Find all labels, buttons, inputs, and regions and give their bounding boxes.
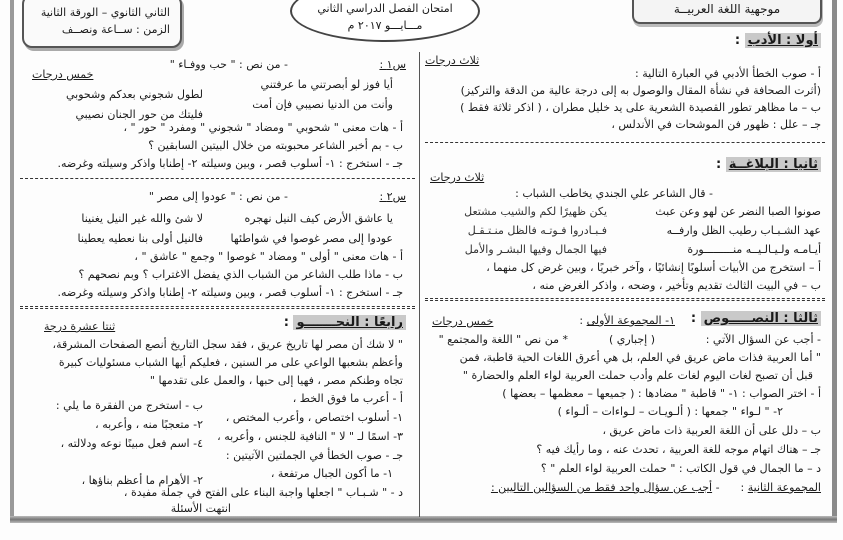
group2-row: المجموعة الثانية : - أجب عن سؤال واحد فقط من السؤالين التاليين : [490, 481, 821, 494]
verse-second: لا شئ والله غير النيل يغنينا [81, 212, 203, 225]
s4-item: ١- أسلوب اختصاص ، وأعرب المختص ، [225, 411, 403, 424]
exam-duration: الزمن : ســاعة ونصــف [61, 23, 170, 36]
s4-c-item: ٢- الأهرام ما أعظم بناؤها ، [81, 474, 203, 487]
s1-question-a: أ - صوب الخطأ الأدبي في العبارة التالية : [635, 67, 821, 80]
subject-title: موجهية اللغة العربيــة [673, 2, 781, 16]
q1-from-text: - من نص : " حب ووفـاء " [169, 58, 288, 71]
verse-second: يكن ظهيرًا لكم والشيب مشتعل [464, 205, 607, 218]
double-divider [20, 306, 415, 309]
exam-date: مـــايـــو ٢٠١٧ م [347, 19, 423, 32]
page-border-bottom [10, 516, 837, 523]
verse-second: لطول شجوني بعدكم وشحوبي [65, 88, 203, 101]
group2-label: المجموعة الثانية [747, 481, 821, 494]
q1-label: س١ : [379, 58, 406, 71]
section1-grade: ثلاث درجات [425, 54, 480, 67]
s4-item: ٢- متعجبًا منه ، وأعربه ، [95, 418, 203, 431]
q2-question-a: أ - هات معنى " أولى " ومضاد " غوصوا " وجمع " عاشق " ، [134, 250, 403, 263]
verse-first: أيا فوز لو أبصرتني ما عرفتني [260, 78, 393, 91]
s4-c-item: ١- ما أكون الجبال مرتفعة ، [270, 467, 393, 480]
s4-passage-line: " لا شك أن مصر لها تاريخ عريق ، فقد سجل التاريخ أنصع الصفحات المشرقة، [52, 338, 403, 351]
page-border-right [832, 0, 837, 522]
s3-mandatory: ( إجباري ) [608, 333, 655, 346]
q1-question-b: ب - بم أخبر الشاعر محبوبته من خلال البيتين السابقين ؟ [148, 139, 403, 152]
s4-passage-line: وأعظم بشعبها الواعي على مر السنين ، فعليكم أيها الشباب مسئوليات كبيرة [58, 356, 403, 369]
end-of-questions: انتهت الأسئلة [170, 502, 231, 515]
grade-paper-label: الثاني الثانوي – الورقة الثانية [40, 6, 170, 19]
s4-question-d: د - " شـبـاب " اجعلها واجبة البناء على الفتح في جملة مفيدة ، [123, 486, 403, 499]
s1-question-b: ب – ما مظاهر تطور القصيدة الشعرية على يد خليل مطران ، ( اذكر ثلاثة فقط ) [460, 101, 821, 114]
s2-intro: - قال الشاعر علي الجندي يخاطب الشباب : [515, 187, 713, 200]
s4-question-b: ب - استخرج من الفقرة ما يلي : [55, 399, 203, 412]
s3-question-a1: أ - اختر الصواب : ١- " قاطبة " مضادها : ( جميعها – معظمها – بعضها ) [502, 387, 821, 400]
q2-question-b: ب - ماذا طلب الشاعر من الشباب الذي يفضل الاغتراب ؟ وبم نصحهم ؟ [78, 268, 403, 281]
s4-question-a: أ - أعرب ما فوق الخط ، [292, 392, 403, 405]
q1-question-a: أ - هات معنى " شحوبي " ومضاد " شجوني " ومفرد " حور " ، [123, 121, 403, 134]
exam-term-oval [290, 0, 480, 42]
s3-question-c: جـ – هناك اتهام موجه للغة العربية ، تحدث عنه ، وما رأيك فيه ؟ [536, 443, 821, 456]
s2-question-b: ب – في البيت الثالث تقديم وتأخير ، وضحه ، واذكر الغرض منه ، [532, 279, 821, 292]
group1-label: ١- المجموعة الأولى : [579, 314, 675, 327]
divider [425, 142, 825, 143]
q2-question-c: جـ - استخرج : ١- أسلوب قصر ، وبين وسيلته ٢- إطنابا واذكر وسيلته وغرضه. [57, 286, 403, 299]
verse-first: يا عاشق الأرض كيف النيل نهجره [244, 212, 393, 225]
s3-question-a2: ٢- " لـواء " جمعها : ( ألـويـات – لـواءات – ألـواء ) [557, 405, 783, 418]
section-literature-heading: أولا : الأدب : [735, 34, 821, 48]
s3-passage-line: " أما العربية فذات ماض عريق في العلم، بل هي أعرق اللغات الحية قاطبة، فمن [459, 351, 821, 364]
section-rhetoric-heading: ثانيا : البلاغــة : [716, 158, 821, 172]
s3-question-b: ب – دلل على أن اللغة العربية ذات ماض عريق ، [602, 424, 821, 437]
verse-first: وأنت من الدنيا نصيبي فإن أمت [252, 98, 393, 111]
q2-from-text: - من نص : " عودوا إلى مصر " [148, 190, 288, 203]
verse-second: فليتك من حور الجنان نصيبي [75, 108, 203, 121]
verse-second: فـبـادروا فـوتـه فالظل منـتـقـل [467, 224, 607, 237]
section4-grade: ثنتا عشرة درجة [44, 320, 116, 333]
verse-first: صونوا الصبا النضر عن لهو وعن عبث [655, 205, 821, 218]
s4-passage-line: تجاه وطنكم مصر ، فهيا إلى حبها ، والعمل على تقدمها " [149, 374, 403, 387]
q2-label: س٢ : [379, 190, 406, 203]
group2-instruction: أجب عن سؤال واحد فقط من السؤالين التاليين : [490, 481, 713, 494]
section3-grade: خمس درجات [432, 315, 494, 328]
s2-question-a: أ – استخرج من الأبيات أسلوبًا إنشائيًا ، وآخر خبريًا ، وبين غرض كل منهما ، [486, 261, 821, 274]
section-grammar-heading: رابعًا : النحـــــــو : [284, 316, 406, 330]
verse-first: أيـامـه ولـيـالـيــه منـــــــــورة [687, 243, 821, 256]
verse-first: عهد الشـبـاب رطيب الظل وارفــه [666, 224, 821, 237]
verse-first: عودوا إلى مصر غوصوا في شواطئها [230, 232, 393, 245]
verse-second: فيها الجمال وفيها البشـر والأمل [464, 243, 607, 256]
s4-item: ٤- اسم فعل مبينًا نوعه ودلالته ، [60, 437, 203, 450]
s1-statement: (أثرت الصحافة في نشأة المقال والوصول به إلى درجة عالية من الدقة والتركيز) [460, 84, 821, 97]
section-texts-heading: ثالثا : النصـــــوص : [691, 312, 821, 326]
s3-passage-line: قبل أن تصبح لغات اليوم لغات علم وأدب حملت العربية لواء العلم والحضارة " [462, 369, 813, 382]
s4-question-c: جـ - صوب الخطأ في الجملتين الآتيتين : [225, 449, 403, 462]
s3-question-d: د – ما الجمال في قول الكاتب : " حملت العربية لواء العلم " ؟ [540, 462, 821, 475]
subject-title-box [632, 0, 822, 24]
divider [20, 178, 415, 179]
s3-instruction: - أجب عن السؤال الآتي : [705, 333, 821, 346]
exam-term: امتحان الفصل الدراسي الثاني [317, 2, 453, 15]
section2-grade: ثلاث درجات [430, 171, 485, 184]
exam-info-box [22, 0, 182, 48]
s4-item: ٣- اسمًا لـ " لا " النافية للجنس ، وأعربه ، [217, 430, 403, 443]
s3-from-text: * من نص " اللغة والمجتمع " [438, 333, 568, 346]
q1-question-c: جـ - استخرج : ١- أسلوب قصر ، وبين وسيلته ٢- إطنابا واذكر وسيلته وغرضه. [57, 157, 403, 170]
double-divider [425, 298, 825, 301]
verse-second: فالنيل أولى بنا نعطيه يعطينا [77, 232, 203, 245]
column-divider [419, 52, 420, 517]
s1-question-c: جـ – علل : ظهور فن الموشحات في الأندلس ، [611, 118, 821, 131]
q1-grade: خمس درجات [32, 68, 94, 81]
page-border-left [10, 0, 14, 522]
